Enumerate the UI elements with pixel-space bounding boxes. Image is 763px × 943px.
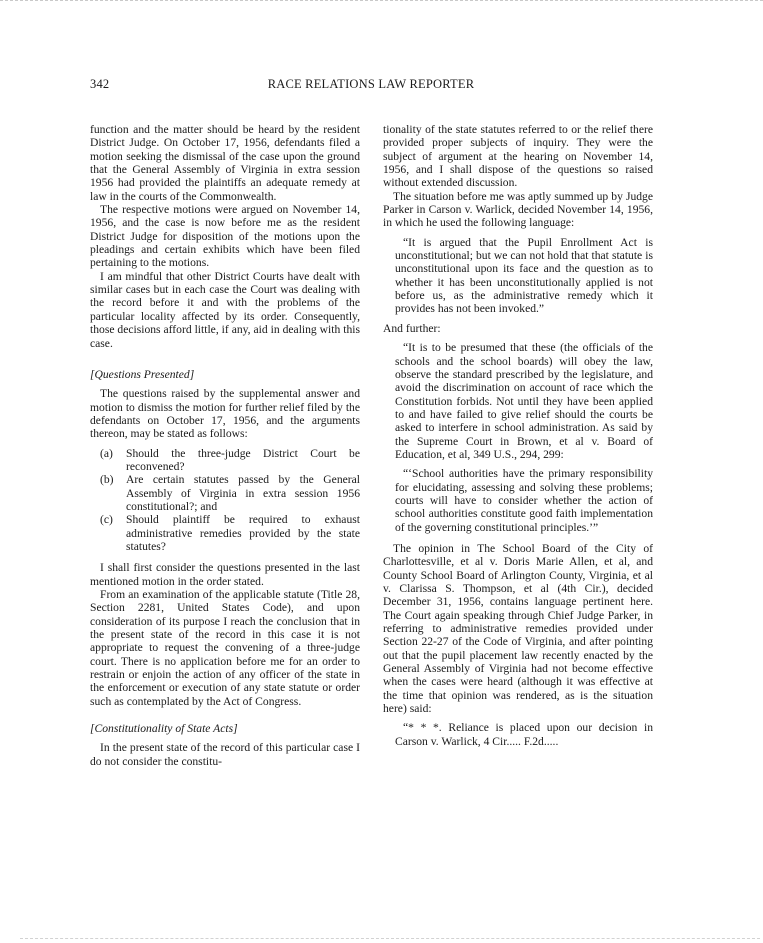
paragraph: The opinion in The School Board of the City of Charlottesville, et al v. Doris Marie Allen, et al, and County School Board of Arlington County, Virginia, et al v. Clarissa S. Thompson, et al (4th Cir.), decided December 31, 1956, contains language pertinent here. The Court again speaking through Chief Judge Parker, in referring to administrative remedies provided under Section 22-27 of the Code of Virginia, and after pointing out that the pupil placement law recently enacted by the General Assembly of Virginia had not become effective when the cases were heard (although it was effective at the time that opinion was rendered, as is the situation here) said:: [383, 541, 653, 716]
paragraph: The situation before me was aptly summed up by Judge Parker in Carson v. Warlick, decided November 14, 1956, in which he used the following language:: [383, 189, 653, 230]
paragraph: And further:: [383, 321, 441, 335]
paragraph: In the present state of the record of this particular case I do not consider the constitu-: [90, 741, 360, 768]
question-list: [90, 447, 360, 554]
left-column: [90, 123, 360, 768]
scan-edge-top: [0, 0, 763, 5]
paragraph: The respective motions were argued on November 14, 1956, and the case is now before me as the resident District Judge for disposition of the motions upon the pleadings and certain exhibits which have been filed pertaining to the motions.: [90, 203, 360, 270]
list-item: [90, 513, 360, 553]
list-marker: (b): [100, 473, 114, 487]
paragraph: The questions raised by the supplemental answer and motion to dismiss the motion for further relief filed by the defendants on October 17, 1956, and the arguments thereon, may be stated as follows:: [90, 387, 360, 441]
right-column: [383, 123, 653, 754]
list-item-text: Should plaintiff be required to exhaust administrative remedies provided by the state statutes?: [126, 513, 360, 553]
list-marker: (a): [100, 446, 113, 460]
page-header: [90, 77, 652, 95]
list-item: [90, 447, 360, 474]
paragraph: function and the matter should be heard by the resident District Judge. On October 17, 1956, defendants filed a motion seeking the dismissal of the case upon the ground that the General Assembly of Virginia in extra session 1956 had provided the plaintiffs an adequate remedy at law in the courts of the Commonwealth.: [90, 123, 360, 203]
block-quote: “It is argued that the Pupil Enrollment Act is unconstitutional; but we can not hold that that statute is unconstitutional upon its face and the question as to whether it has been unconstitutionally applied is not before us, as the administrative remedy which it provides has not been invoked.”: [395, 235, 653, 316]
list-marker: (c): [100, 513, 113, 527]
section-heading: [Constitutionality of State Acts]: [90, 722, 238, 736]
paragraph: From an examination of the applicable statute (Title 28, Section 2281, United States Code), and upon consideration of its purpose I reach the conclusion that in the present state of the record in this case it is not appropriate to request the convening of a three-judge court. There is no application before me for an order to restrain or enjoin the action of any officer of the state in the enforcement or execution of any state statute or order such as contemplated by the Act of Congress.: [90, 588, 360, 708]
block-quote: “* * *. Reliance is placed upon our decision in Carson v. Warlick, 4 Cir..... F.2d.....: [395, 721, 653, 748]
section-heading: [Questions Presented]: [90, 367, 195, 381]
page-number: 342: [90, 77, 110, 91]
block-quote: “‘School authorities have the primary responsibility for elucidating, assessing and solving these problems; courts will have to consider whether the action of school authorities constitute good faith implementation of the governing constitutional principles.’”: [395, 467, 653, 534]
paragraph: tionality of the state statutes referred to or the relief there provided proper subjects of inquiry. They were the subject of argument at the hearing on November 14, 1956, and I shall dispose of the questions so raised without extended discussion.: [383, 123, 653, 190]
list-item: [90, 473, 360, 513]
list-item-text: Are certain statutes passed by the General Assembly of Virginia in extra session 1956 constitutional?; and: [126, 473, 360, 513]
list-item-text: Should the three-judge District Court be reconvened?: [126, 446, 360, 473]
scan-edge-bottom: [20, 938, 760, 939]
block-quote: “It is to be presumed that these (the officials of the schools and the school boards) will obey the law, observe the standard prescribed by the legislature, and avoid the discrimination on account of race which the Constitution forbids. Not until they have been applied to and have failed to give relief should the courts be asked to interfere in school administration. As said by the Supreme Court in Brown, et al v. Board of Education, et al, 349 U.S., 294, 299:: [395, 341, 653, 461]
paragraph: I shall first consider the questions presented in the last mentioned motion in the order stated.: [90, 561, 360, 588]
running-head: RACE RELATIONS LAW REPORTER: [267, 77, 475, 91]
paragraph: I am mindful that other District Courts have dealt with similar cases but in each case the Court was dealing with the record before it and with the problems of the particular locality affected by its order. Consequently, those decisions afford little, if any, aid in dealing with this case.: [90, 269, 360, 350]
